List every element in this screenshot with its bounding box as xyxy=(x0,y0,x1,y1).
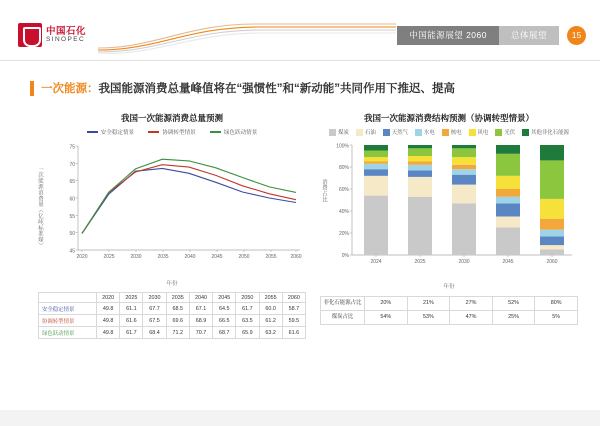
table-cell: 63.5 xyxy=(236,315,259,327)
table-cell: 69.6 xyxy=(166,315,189,327)
right-chart-x-axis-title: 年份 xyxy=(443,284,455,290)
table-col-header: 2035 xyxy=(166,293,189,303)
line-chart-svg xyxy=(38,138,306,278)
svg-text:2060: 2060 xyxy=(290,254,302,260)
table-cell: 65.9 xyxy=(236,327,259,339)
left-chart-legend xyxy=(38,128,306,136)
table-cell: 5% xyxy=(535,310,578,324)
left-chart-y-axis-title: 一次能源消费量（亿吨标准煤） xyxy=(37,166,43,249)
legend-item xyxy=(415,128,435,136)
table-col-header: 2040 xyxy=(189,293,212,303)
svg-text:65: 65 xyxy=(69,179,75,186)
logo-label-cn: 中国石化 xyxy=(46,25,87,37)
table-cell: 80% xyxy=(535,297,578,311)
breadcrumb-sub[interactable]: 总体展望 xyxy=(499,26,559,45)
svg-text:60: 60 xyxy=(69,196,75,203)
table-cell: 67.1 xyxy=(189,303,212,315)
left-chart-panel xyxy=(38,112,306,339)
table-cell: 68.9 xyxy=(189,315,212,327)
table-cell: 21% xyxy=(407,297,450,311)
table-cell: 58.7 xyxy=(282,303,305,315)
logo-text xyxy=(46,27,86,44)
svg-text:45: 45 xyxy=(69,248,75,255)
svg-text:80%: 80% xyxy=(338,165,349,171)
table-cell: 49.8 xyxy=(97,303,120,315)
svg-text:2025: 2025 xyxy=(414,259,426,265)
legend-swatch-icon xyxy=(522,129,529,136)
legend-item xyxy=(383,128,408,136)
legend-swatch-icon xyxy=(415,129,422,136)
svg-text:2025: 2025 xyxy=(103,254,115,260)
table-cell: 54% xyxy=(365,310,408,324)
svg-text:2045: 2045 xyxy=(502,259,514,265)
table-cell: 71.2 xyxy=(166,327,189,339)
table-row xyxy=(39,315,306,327)
legend-item xyxy=(522,128,569,136)
table-cell: 59.5 xyxy=(282,315,305,327)
bar-2024 xyxy=(364,145,388,255)
table-col-header: 2030 xyxy=(143,293,166,303)
table-row-label: 绿色跃动情景 xyxy=(39,327,97,339)
legend-label: 其他非化石能源 xyxy=(531,130,569,136)
legend-item xyxy=(356,128,376,136)
table-cell: 64.5 xyxy=(213,303,236,315)
table-cell: 27% xyxy=(450,297,493,311)
header-divider xyxy=(0,60,600,61)
svg-text:70: 70 xyxy=(69,161,75,168)
legend-swatch-icon xyxy=(383,129,390,136)
table-row-label: 非化石能源占比 xyxy=(321,297,365,311)
left-chart-x-axis-title: 年份 xyxy=(166,281,178,287)
left-chart-plot xyxy=(38,138,306,287)
table-cell: 61.6 xyxy=(120,315,143,327)
title-accent-bar xyxy=(30,81,34,96)
svg-text:2030: 2030 xyxy=(130,254,142,260)
breadcrumb-main[interactable]: 中国能源展望 2060 xyxy=(397,26,499,45)
svg-text:60%: 60% xyxy=(338,187,349,193)
table-row-label: 协调转型情景 xyxy=(39,315,97,327)
table-col-header: 2055 xyxy=(259,293,282,303)
decorative-swoosh xyxy=(96,14,396,54)
table-cell: 68.4 xyxy=(143,327,166,339)
legend-label: 水电 xyxy=(423,130,435,136)
svg-text:75: 75 xyxy=(69,144,75,151)
table-cell: 67.7 xyxy=(143,303,166,315)
left-chart-title: 我国一次能源消费总量预测 xyxy=(120,113,223,123)
legend-item xyxy=(148,128,196,136)
svg-text:2035: 2035 xyxy=(157,254,169,260)
table-cell: 68.7 xyxy=(213,327,236,339)
table-cell: 61.7 xyxy=(236,303,259,315)
table-cell: 52% xyxy=(492,297,535,311)
legend-item xyxy=(210,128,258,136)
svg-text:100%: 100% xyxy=(336,143,349,150)
svg-text:20%: 20% xyxy=(338,231,349,237)
svg-text:50: 50 xyxy=(69,231,75,238)
title-highlight: 一次能源： xyxy=(41,83,99,95)
breadcrumb xyxy=(397,25,586,45)
legend-swatch-icon xyxy=(210,131,221,133)
bar-2025 xyxy=(408,145,432,255)
table-cell: 47% xyxy=(450,310,493,324)
svg-text:2020: 2020 xyxy=(76,254,88,260)
logo-label-en: SINOPEC xyxy=(46,35,86,43)
legend-label: 核电 xyxy=(450,130,462,136)
right-data-table xyxy=(320,296,578,325)
svg-text:2030: 2030 xyxy=(458,259,470,265)
svg-text:2050: 2050 xyxy=(238,254,250,260)
legend-item xyxy=(469,128,489,136)
table-col-header: 2025 xyxy=(120,293,143,303)
bar-2045 xyxy=(496,145,520,255)
table-corner-cell xyxy=(39,293,97,303)
right-chart-legend xyxy=(320,128,578,136)
svg-text:55: 55 xyxy=(69,213,75,220)
table-cell: 20% xyxy=(365,297,408,311)
table-row xyxy=(39,327,306,339)
legend-item xyxy=(329,128,349,136)
table-cell: 61.2 xyxy=(259,315,282,327)
table-cell: 61.7 xyxy=(120,327,143,339)
legend-item xyxy=(87,128,135,136)
table-cell: 49.8 xyxy=(97,315,120,327)
table-row-label: 安全稳定情景 xyxy=(39,303,97,315)
svg-text:2055: 2055 xyxy=(265,254,277,260)
svg-text:2045: 2045 xyxy=(211,254,223,260)
right-chart-title: 我国一次能源消费结构预测（协调转型情景） xyxy=(363,113,534,123)
table-cell: 49.8 xyxy=(97,327,120,339)
table-cell: 61.6 xyxy=(282,327,305,339)
table-header-row xyxy=(39,293,306,303)
right-chart-y-axis-title: 消费占比 xyxy=(321,179,327,203)
table-col-header: 2050 xyxy=(236,293,259,303)
legend-swatch-icon xyxy=(356,129,363,136)
table-cell: 67.5 xyxy=(143,315,166,327)
sinopec-logo-icon xyxy=(18,23,42,47)
slide-header xyxy=(0,0,600,60)
legend-swatch-icon xyxy=(469,129,476,136)
table-cell: 66.5 xyxy=(213,315,236,327)
legend-label: 风电 xyxy=(477,130,489,136)
table-col-header: 2060 xyxy=(282,293,305,303)
table-row xyxy=(321,297,578,311)
table-cell: 68.5 xyxy=(166,303,189,315)
table-cell: 70.7 xyxy=(189,327,212,339)
table-cell: 53% xyxy=(407,310,450,324)
bar-2030 xyxy=(452,145,476,255)
legend-swatch-icon xyxy=(329,129,336,136)
legend-swatch-icon xyxy=(87,131,98,133)
svg-text:2024: 2024 xyxy=(370,259,382,265)
legend-item xyxy=(442,128,462,136)
table-cell: 63.2 xyxy=(259,327,282,339)
svg-text:2040: 2040 xyxy=(184,254,196,260)
bar-2060 xyxy=(540,145,564,255)
legend-label: 安全稳定情景 xyxy=(100,130,135,136)
svg-text:40%: 40% xyxy=(338,209,349,215)
page-title xyxy=(30,78,575,98)
table-row xyxy=(39,303,306,315)
table-row-label: 煤炭占比 xyxy=(321,310,365,324)
page-number-badge: 15 xyxy=(567,26,586,45)
legend-item xyxy=(495,128,515,136)
stacked-bar-chart-svg xyxy=(320,139,578,281)
right-chart-plot xyxy=(320,139,578,290)
title-rest: 我国能源消费总量峰值将在“强惯性”和“新动能”共同作用下推迟、提高 xyxy=(98,83,455,95)
table-row xyxy=(321,310,578,324)
table-cell: 61.1 xyxy=(120,303,143,315)
legend-label: 绿色跃动情景 xyxy=(223,130,258,136)
table-cell: 25% xyxy=(492,310,535,324)
legend-swatch-icon xyxy=(495,129,502,136)
table-cell: 60.0 xyxy=(259,303,282,315)
legend-label: 协调转型情景 xyxy=(162,130,196,136)
legend-label: 石油 xyxy=(364,130,376,136)
legend-label: 天然气 xyxy=(391,130,408,136)
legend-label: 光伏 xyxy=(504,130,516,136)
svg-text:2060: 2060 xyxy=(546,259,558,265)
table-col-header: 2045 xyxy=(213,293,236,303)
legend-label: 煤炭 xyxy=(338,130,349,136)
left-data-table xyxy=(38,292,306,339)
right-chart-panel xyxy=(320,112,578,325)
legend-swatch-icon xyxy=(148,131,159,133)
table-col-header: 2020 xyxy=(97,293,120,303)
svg-text:0%: 0% xyxy=(341,253,349,259)
footer-band xyxy=(0,410,600,426)
legend-swatch-icon xyxy=(442,129,449,136)
